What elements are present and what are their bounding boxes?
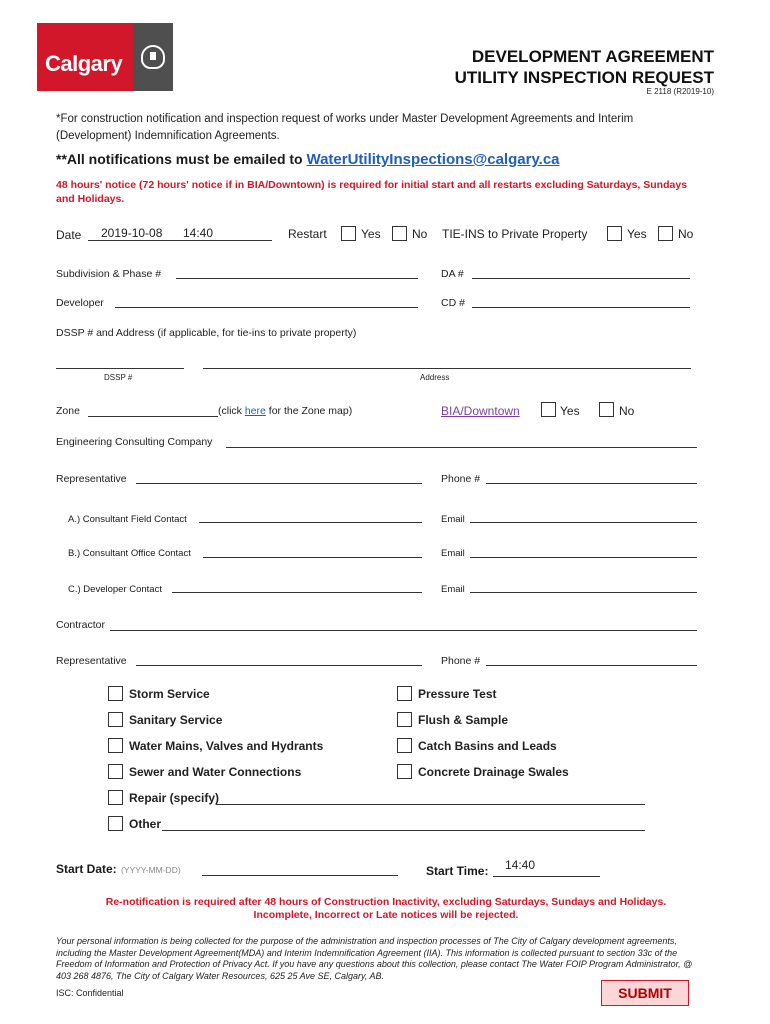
representative-label: Representative	[56, 473, 127, 485]
email-instruction: **All notifications must be emailed to WaterUtilityInspections@calgary.ca	[56, 151, 560, 168]
restart-yes-label: Yes	[361, 227, 381, 241]
field-email-label: Email	[441, 514, 465, 525]
city-crest-icon	[141, 45, 165, 69]
logo-text: Calgary	[45, 51, 123, 76]
drainage-swales-checkbox[interactable]	[397, 764, 412, 779]
email-link[interactable]: WaterUtilityInspections@calgary.ca	[306, 151, 560, 168]
drainage-swales-label: Concrete Drainage Swales	[418, 765, 569, 779]
date-label: Date	[56, 228, 82, 242]
repair-label: Repair (specify)	[129, 791, 220, 805]
dssp-caption: DSSP #	[104, 373, 133, 382]
start-time-field[interactable]	[493, 876, 600, 877]
form-title-line1: DEVELOPMENT AGREEMENT	[471, 47, 714, 66]
subdivision-label: Subdivision & Phase #	[56, 268, 162, 280]
repair-field[interactable]	[216, 804, 645, 805]
address-field[interactable]	[203, 368, 691, 369]
contractor-label: Contractor	[56, 619, 106, 631]
bia-no-label: No	[619, 404, 635, 418]
other-field[interactable]	[162, 830, 645, 831]
tie-ins-yes-label: Yes	[627, 227, 647, 241]
tie-ins-no-checkbox[interactable]	[658, 226, 673, 241]
developer-label: Developer	[56, 297, 104, 309]
start-time-label: Start Time:	[426, 864, 489, 878]
storm-service-checkbox[interactable]	[108, 686, 123, 701]
restart-no-label: No	[412, 227, 428, 241]
developer-email-field[interactable]	[470, 592, 697, 593]
cd-field[interactable]	[472, 307, 690, 308]
pressure-test-label: Pressure Test	[418, 687, 497, 701]
contractor-field[interactable]	[110, 630, 697, 631]
form-title-line2: UTILITY INSPECTION REQUEST	[454, 68, 714, 87]
flush-sample-checkbox[interactable]	[397, 712, 412, 727]
dssp-label: DSSP # and Address (if applicable, for tie-ins to private property)	[56, 327, 357, 339]
date-value: 2019-10-08	[101, 226, 163, 240]
office-contact-label: B.) Consultant Office Contact	[68, 548, 191, 559]
start-time-value: 14:40	[505, 858, 536, 872]
eng-company-field[interactable]	[226, 447, 697, 448]
tie-ins-no-label: No	[678, 227, 694, 241]
da-field[interactable]	[472, 278, 690, 279]
date-field[interactable]	[88, 240, 272, 241]
sanitary-service-checkbox[interactable]	[108, 712, 123, 727]
dssp-field[interactable]	[56, 368, 184, 369]
developer-contact-field[interactable]	[172, 592, 422, 593]
catch-basins-checkbox[interactable]	[397, 738, 412, 753]
zone-field[interactable]	[88, 416, 218, 417]
bia-downtown-label: BIA/Downtown	[441, 404, 520, 418]
restart-no-checkbox[interactable]	[392, 226, 407, 241]
form-number: E 2118 (R2019-10)	[646, 87, 714, 96]
start-date-format: (YYYY-MM-DD)	[121, 865, 181, 875]
other-checkbox[interactable]	[108, 816, 123, 831]
sanitary-service-label: Sanitary Service	[129, 713, 223, 727]
contractor-phone-field[interactable]	[486, 665, 697, 666]
bia-yes-label: Yes	[560, 404, 580, 418]
sewer-water-connections-label: Sewer and Water Connections	[129, 765, 302, 779]
subdivision-field[interactable]	[176, 278, 418, 279]
zone-hint: (click here for the Zone map)	[218, 405, 353, 417]
intro-note: *For construction notification and inspection request of works under Master Development Agreements and Interim (Development) Indemnification Agreements.	[56, 113, 634, 142]
da-label: DA #	[441, 268, 464, 280]
renotification-notice: Re-notification is required after 48 hours of Construction Inactivity, excluding Saturdays, Sundays and Holidays. Incomplete, Incorrect or Late notices will be rejected.	[105, 896, 667, 921]
catch-basins-label: Catch Basins and Leads	[418, 739, 557, 753]
cd-label: CD #	[441, 297, 465, 309]
bia-no-checkbox[interactable]	[599, 402, 614, 417]
notice-warning: 48 hours' notice (72 hours' notice if in BIA/Downtown) is required for initial start and all restarts excluding Saturdays, Sundays and Holidays.	[56, 179, 688, 205]
eng-company-label: Engineering Consulting Company	[56, 436, 213, 448]
representative-field[interactable]	[136, 483, 422, 484]
office-email-field[interactable]	[470, 557, 697, 558]
field-email-field[interactable]	[470, 522, 697, 523]
storm-service-label: Storm Service	[129, 687, 210, 701]
repair-checkbox[interactable]	[108, 790, 123, 805]
developer-contact-label: C.) Developer Contact	[68, 584, 162, 595]
classification-label: ISC: Confidential	[56, 988, 124, 998]
field-contact-label: A.) Consultant Field Contact	[68, 514, 187, 525]
restart-label: Restart	[288, 227, 327, 241]
office-email-label: Email	[441, 548, 465, 559]
sewer-water-connections-checkbox[interactable]	[108, 764, 123, 779]
zone-map-link[interactable]: here	[244, 405, 266, 417]
tie-ins-label: TIE-INS to Private Property	[442, 227, 588, 241]
field-contact-field[interactable]	[199, 522, 422, 523]
flush-sample-label: Flush & Sample	[418, 713, 509, 727]
time-value: 14:40	[183, 226, 214, 240]
developer-email-label: Email	[441, 584, 465, 595]
phone-field[interactable]	[486, 483, 697, 484]
restart-yes-checkbox[interactable]	[341, 226, 356, 241]
developer-field[interactable]	[115, 307, 418, 308]
contractor-representative-field[interactable]	[136, 665, 422, 666]
phone-label: Phone #	[441, 473, 481, 485]
calgary-logo	[37, 23, 173, 91]
start-date-field[interactable]	[202, 875, 398, 876]
zone-label: Zone	[56, 405, 80, 417]
contractor-representative-label: Representative	[56, 655, 127, 667]
pressure-test-checkbox[interactable]	[397, 686, 412, 701]
tie-ins-yes-checkbox[interactable]	[607, 226, 622, 241]
submit-button[interactable]: SUBMIT	[601, 980, 689, 1006]
bia-yes-checkbox[interactable]	[541, 402, 556, 417]
water-mains-label: Water Mains, Valves and Hydrants	[129, 739, 324, 753]
privacy-statement: Your personal information is being collected for the purpose of the administration and inspection processes of The City of Calgary development agreements, including the Master Development Agreement(MDA) and Interim Indemnification Agreement (IIA). This information is collected pursuant to section 33c of the Freedom of Information and Protection of Privacy Act. If you have any questions about this collection, please contact The Water FOIP Program Administrator, @ 403 268 4876, The City of Calgary Water Resources, 625 25 Ave SE, Calgary, AB.	[56, 936, 693, 981]
contractor-phone-label: Phone #	[441, 655, 481, 667]
office-contact-field[interactable]	[203, 557, 422, 558]
start-date-label: Start Date:	[56, 862, 117, 876]
address-caption: Address	[420, 373, 450, 382]
water-mains-checkbox[interactable]	[108, 738, 123, 753]
other-label: Other	[129, 817, 162, 831]
